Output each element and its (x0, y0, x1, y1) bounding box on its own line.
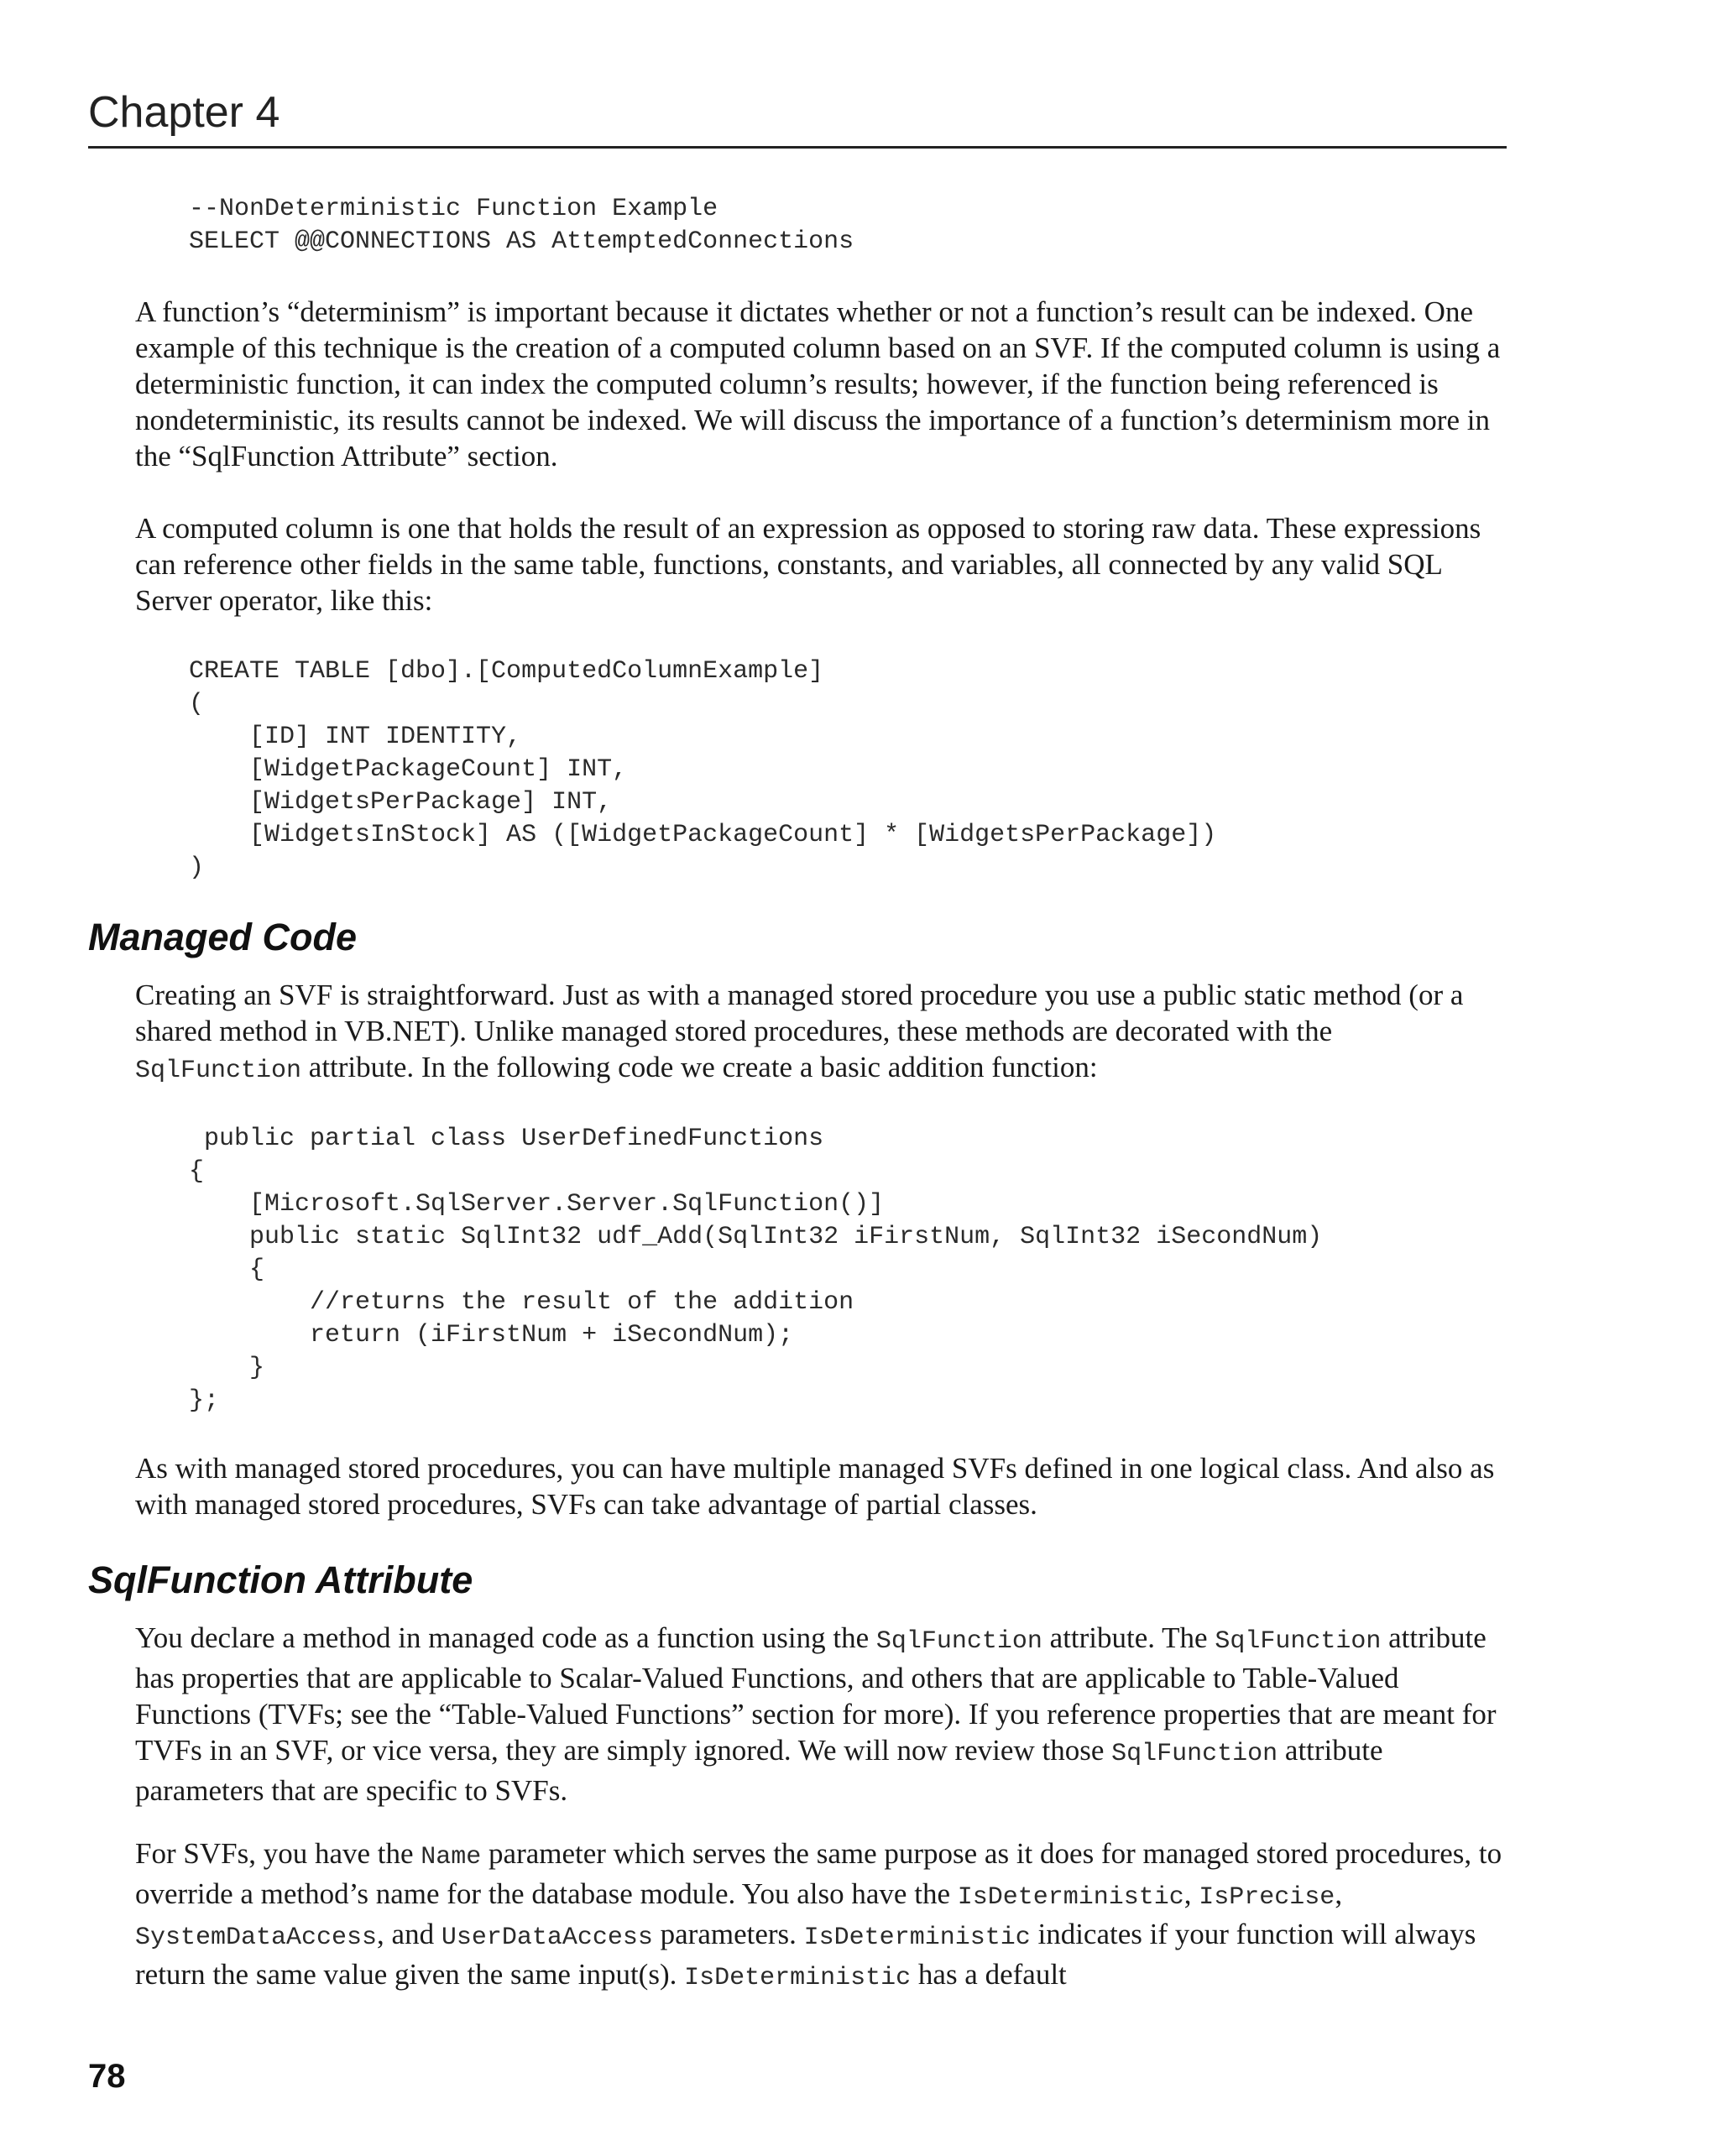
inline-code: SqlFunction (875, 1627, 1042, 1656)
text-run: , (1183, 1877, 1192, 1910)
code-block-udf-add: public partial class UserDefinedFunctions { [Microsoft.SqlServer.Server.SqlFunction()] public static SqlInt32 udf_Add(SqlInt32 iFirstNum, SqlInt32 iSecondNum) { //returns the result of the addition return (iFirstNum + iSecondNum); } }; (189, 1125, 1323, 1415)
inline-code: UserDataAccess (441, 1924, 653, 1952)
paragraph-multiple-svfs: As with managed stored procedures, you can have multiple managed SVFs defined in one logical class. And also as with managed stored procedures, SVFs can take advantage of partial classes. (135, 1452, 1495, 1521)
heading-managed-code: Managed Code (88, 916, 358, 958)
text-run: attribute has properties that are applicable to Scalar-Valued Functions, and others that are applicable to Table-Valued Functions (TVFs; see the “Table-Valued Functions” section for more). If you reference properties that are meant for TVFs in an SVF, or vice versa, they are simply ignored. We will now review those (135, 1621, 1497, 1767)
inline-code: SqlFunction (1215, 1627, 1382, 1656)
text-run: parameter which serves the same purpose as it does for managed stored procedures, to override a method’s name for the database module. You also have the (135, 1837, 1502, 1910)
chapter-header (88, 84, 1507, 149)
code-block-nondeterministic: --NonDeterministic Function Example SELECT @@CONNECTIONS AS AttemptedConnections (189, 195, 854, 256)
inline-code: SystemDataAccess (135, 1924, 378, 1952)
paragraph-computed-column: A computed column is one that holds the result of an expression as opposed to storing raw data. These expressions can reference other fields in the same table, functions, constants, and variables, all connected by any valid SQL Server operator, like this: (135, 512, 1481, 617)
text-run: You declare a method in managed code as a function using the (135, 1621, 870, 1654)
inline-code: IsPrecise (1199, 1883, 1335, 1912)
paragraph-svf-parameters (135, 1835, 1503, 1997)
heading-sqlfunction-attribute: SqlFunction Attribute (88, 1558, 473, 1601)
text-run: has a default (917, 1958, 1067, 1991)
code-block-computed-column: CREATE TABLE [dbo].[ComputedColumnExample] ( [ID] INT IDENTITY, [WidgetPackageCount] INT, [WidgetsPerPackage] INT, [WidgetsInStock] AS ([WidgetPackageCount] * [WidgetsPerPackage]) ) (189, 657, 1217, 882)
text-run: parameters. (660, 1918, 797, 1950)
paragraph-sqlfunction-attribute (135, 1620, 1503, 1809)
text-run: For SVFs, you have the (135, 1837, 414, 1870)
inline-code: IsDeterministic (803, 1924, 1031, 1952)
text-run: attribute. The (1049, 1621, 1208, 1654)
text-run: , and (377, 1918, 435, 1950)
paragraph-managed-code (135, 977, 1503, 1089)
chapter-title: Chapter 4 (88, 88, 280, 137)
inline-code: SqlFunction (135, 1057, 302, 1085)
text-run: attribute parameters that are specific to SVFs. (135, 1734, 1383, 1807)
inline-code: IsDeterministic (957, 1883, 1184, 1912)
paragraph-determinism: A function’s “determinism” is important because it dictates whether or not a function’s result can be indexed. One example of this technique is the creation of a computed column based on an SVF. If the computed column is using a deterministic function, it can index the computed column’s results; however, if the function being referenced is nondeterministic, its results cannot be indexed. We will discuss the importance of a function’s determinism more in the “SqlFunction Attribute” section. (135, 295, 1501, 472)
text-run: Creating an SVF is straightforward. Just as with a managed stored procedure you use a public static method (or a shared method in VB.NET). Unlike managed stored procedures, these methods are decorated with the (135, 979, 1464, 1047)
text-run: , (1335, 1877, 1343, 1910)
inline-code: IsDeterministic (684, 1964, 912, 1992)
page-number: 78 (88, 2058, 126, 2095)
inline-code: SqlFunction (1111, 1740, 1278, 1768)
inline-code: Name (421, 1843, 482, 1871)
text-run: indicates if your function will always return the same value given the same input(s). (135, 1918, 1476, 1991)
text-run: attribute. In the following code we create a basic addition function: (308, 1051, 1098, 1083)
